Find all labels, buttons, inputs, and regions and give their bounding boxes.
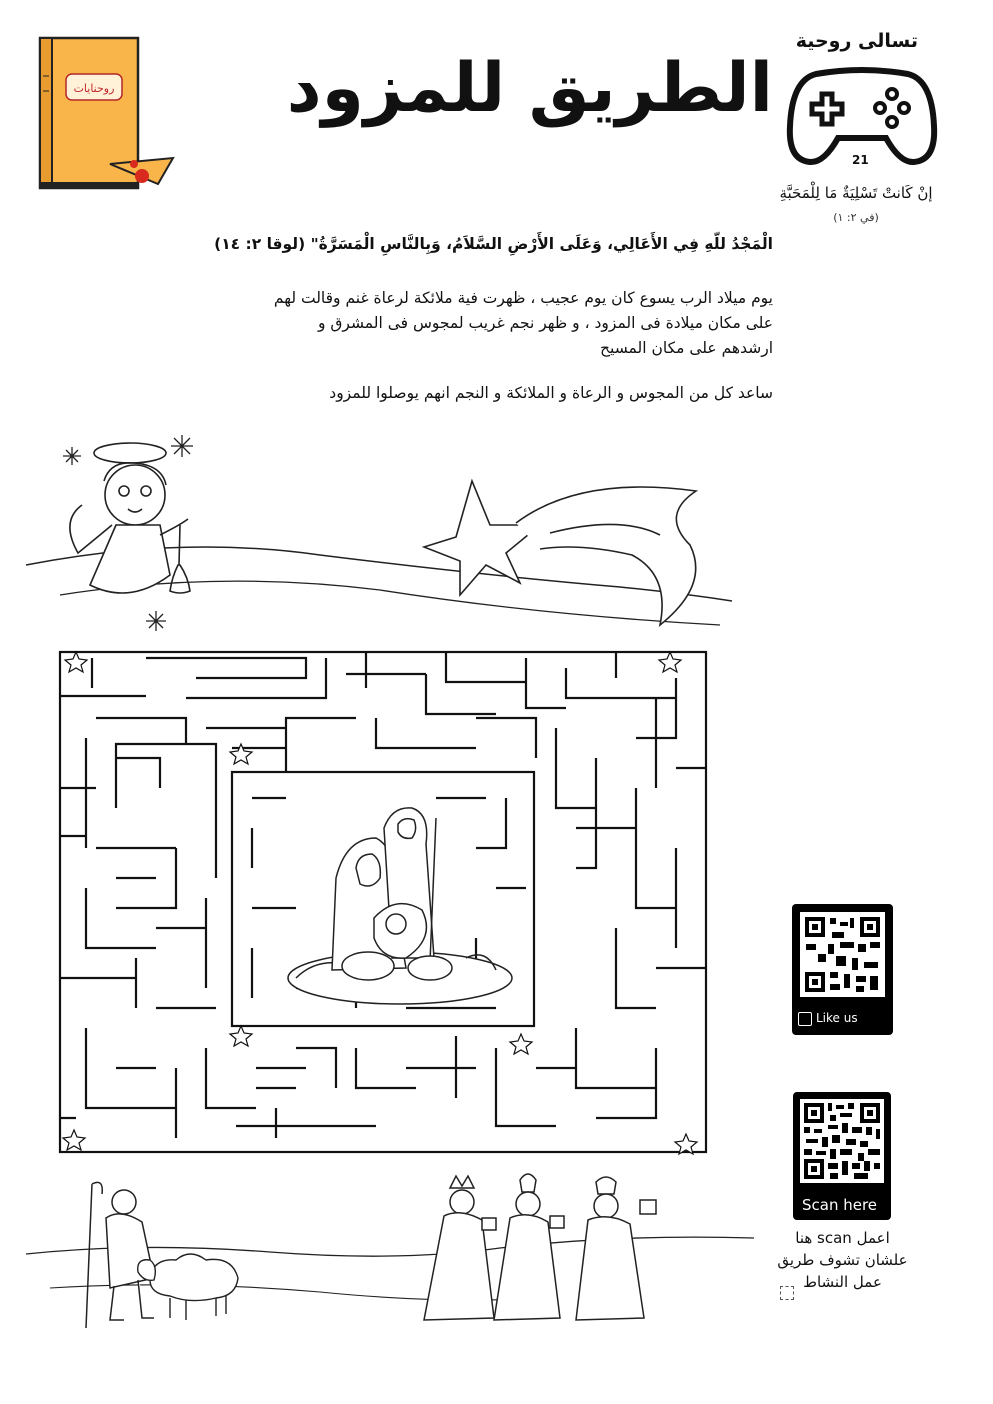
- book-cover-icon: [38, 36, 178, 194]
- sheep-icon: [138, 1254, 238, 1320]
- qr-code-icon[interactable]: [800, 1099, 884, 1183]
- series-label: تسالى روحية: [795, 30, 918, 52]
- book-cover-label: روحنايات: [73, 82, 115, 95]
- instruction-text: ساعد كل من المجوس و الرعاة و الملائكة و النجم انهم يوصلوا للمزود: [329, 384, 773, 402]
- story-line: على مكان ميلادة فى المزود ، و ظهر نجم غريب لمجوس فى المشرق و: [317, 314, 773, 332]
- qr-code-icon[interactable]: [800, 912, 885, 997]
- bottom-scene: [20, 1168, 760, 1338]
- qr-caption: [760, 1227, 925, 1293]
- page-title: الطريق للمزود: [286, 49, 773, 128]
- story-line: يوم ميلاد الرب يسوع كان يوم عجيب ، ظهرت فية ملائكة لرعاة غنم وقالت لهم: [273, 289, 773, 307]
- tagline-reference: (في ٢: ١): [833, 211, 879, 224]
- shooting-star-icon: [424, 481, 696, 625]
- bible-verse: الْمَجْدُ للّهِ فِي الأَعَالِي، وَعَلَى الأَرْضِ السَّلاَمُ، وَبِالنَّاسِ الْمَسَرَّةُ" (لوقا ٢: ١٤): [214, 235, 773, 253]
- tagline: إنْ كَانتْ تَسْلِيَةٌ مَا لِلْمَحَبَّةِ: [779, 184, 933, 202]
- qr-like-card[interactable]: [792, 904, 893, 1035]
- wise-men-icon: [424, 1174, 656, 1320]
- qr-scan-card[interactable]: [793, 1092, 891, 1220]
- maze: [56, 648, 710, 1156]
- scan-here-label[interactable]: Scan here: [802, 1196, 878, 1214]
- story-text: [180, 286, 773, 361]
- angel-icon: [70, 443, 190, 593]
- like-us-label[interactable]: Like us: [816, 1011, 858, 1025]
- qr-caption-line: عمل النشاط: [803, 1273, 882, 1291]
- nativity-icon: [288, 808, 512, 1004]
- story-line: ارشدهم على مكان المسيح: [600, 339, 773, 357]
- qr-caption-line: علشان تشوف طريق: [777, 1251, 908, 1269]
- scan-icon: [780, 1286, 794, 1300]
- gamepad-icon: [786, 66, 938, 166]
- thumbs-up-icon: [798, 1012, 812, 1026]
- qr-caption-line: اعمل scan هنا: [795, 1229, 890, 1247]
- page-number: 21: [852, 153, 869, 167]
- angel-scene: [20, 425, 740, 640]
- shepherd-icon: [86, 1182, 154, 1328]
